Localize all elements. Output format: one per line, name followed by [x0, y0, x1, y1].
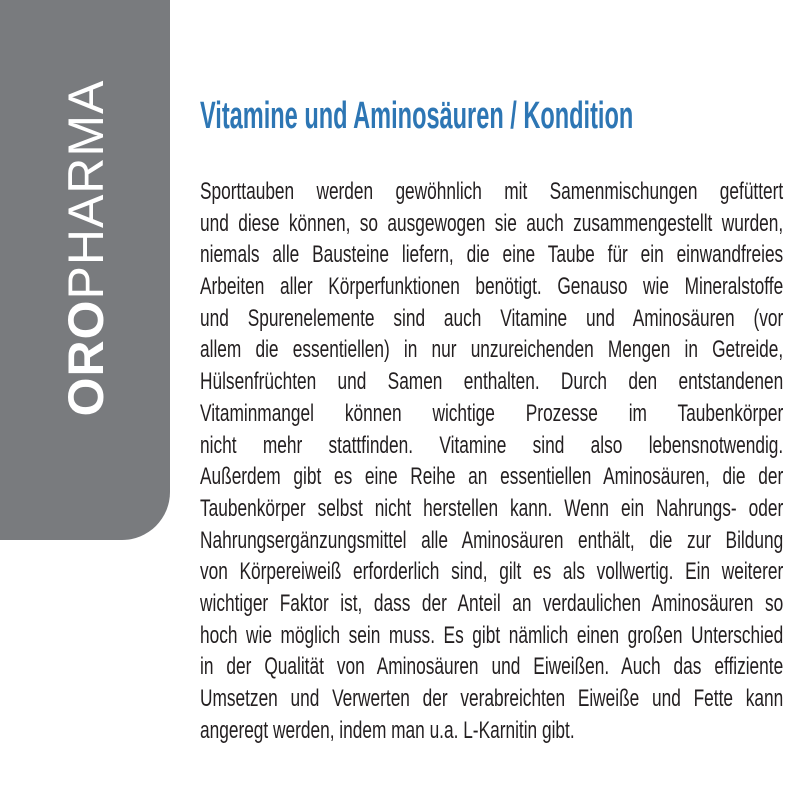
article [200, 0, 783, 800]
article-body [200, 176, 783, 746]
text-line: Außerdem gibt es eine Reihe an essentiellen Aminosäuren, die der [200, 463, 784, 491]
text-line: Nahrungsergänzungsmittel alle Aminosäuren enthält, die zur Bildung [200, 526, 784, 554]
text-line: Hülsenfrüchten und Samen enthalten. Durch den entstandenen [200, 368, 784, 396]
text-line: hoch wie möglich sein muss. Es gibt nämlich einen großen Unterschied [200, 621, 784, 649]
brand-logo-pharma: PHARMA [58, 79, 114, 300]
brand-sidebar [0, 0, 170, 540]
text-line: Vitaminmangel können wichtige Prozesse im Taubenkörper [200, 399, 784, 427]
text-line: von Körpereiweiß erforderlich sind, gilt es als vollwertig. Ein weiterer [200, 558, 784, 586]
text-line: angeregt werden, indem man u.a. L-Karnitin gibt. [200, 716, 575, 744]
article-title: Vitamine und Aminosäuren / Kondition [200, 95, 634, 137]
brand-logo [58, 79, 114, 417]
text-line: Taubenkörper selbst nicht herstellen kann. Wenn ein Nahrungs- oder [200, 494, 784, 522]
text-line: Sporttauben werden gewöhnlich mit Samenmischungen gefüttert [200, 178, 784, 205]
brand-logo-oro: ORO [58, 299, 114, 417]
text-line: wichtiger Faktor ist, dass der Anteil an verdaulichen Aminosäuren so [200, 589, 784, 617]
text-line: Arbeiten aller Körperfunktionen benötigt. Genauso wie Mineralstoffe [200, 273, 784, 301]
text-line: allem die essentiellen) in nur unzureichenden Mengen in Getreide, [200, 336, 784, 364]
text-line: und diese können, so ausgewogen sie auch zusammengestellt wurden, [200, 209, 784, 237]
text-line: Umsetzen und Verwerten der verabreichten Eiweiße und Fette kann [200, 685, 784, 712]
text-line: in der Qualität von Aminosäuren und Eiweißen. Auch das effiziente [200, 653, 784, 681]
text-line: und Spurenelemente sind auch Vitamine und Aminosäuren (vor [200, 304, 784, 332]
text-line: niemals alle Bausteine liefern, die eine Taube für ein einwandfreies [200, 241, 784, 269]
text-line: nicht mehr stattfinden. Vitamine sind also lebensnotwendig. [200, 431, 784, 459]
